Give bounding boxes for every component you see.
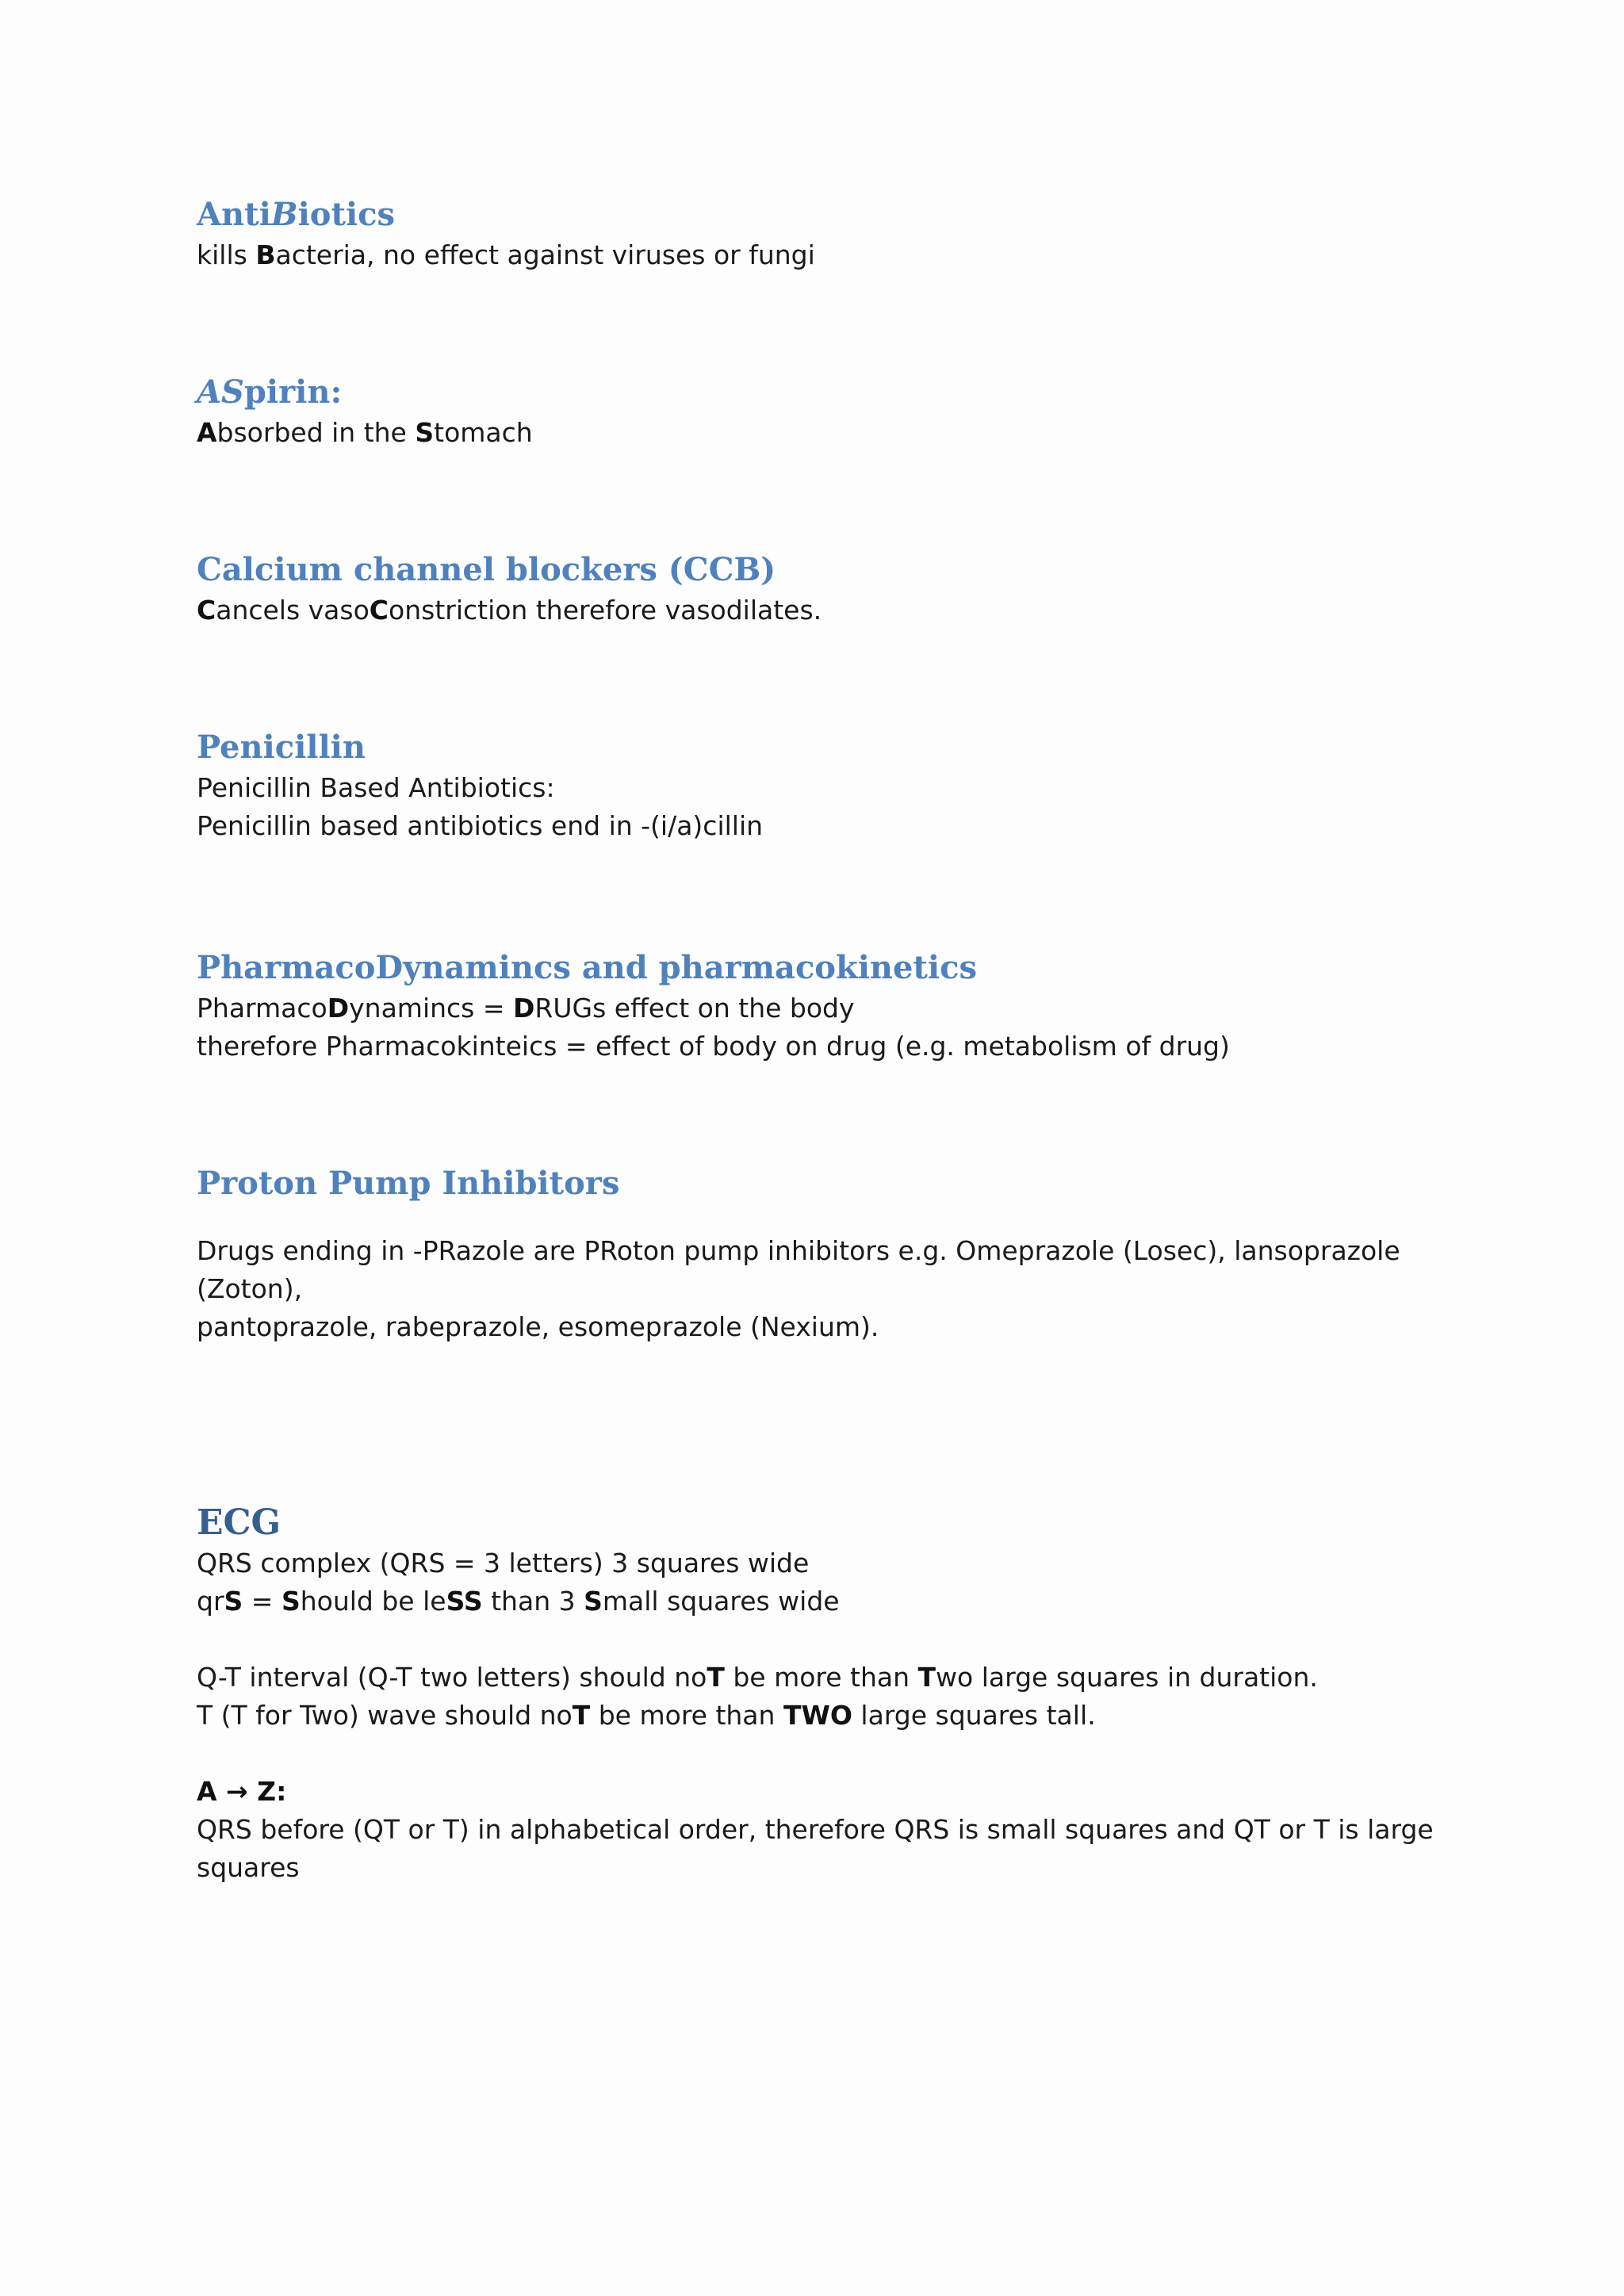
heading-aspirin: ASpirin: (197, 373, 343, 411)
penicillin-line-1: Penicillin Based Antibiotics: (197, 772, 555, 803)
section-ecg (197, 1502, 1497, 1887)
heading-ccb: Calcium channel blockers (CCB) (197, 551, 776, 588)
heading-penicillin: Penicillin (197, 729, 366, 766)
section-ppi (197, 1162, 1497, 1346)
heading-ppi: Proton Pump Inhibitors (197, 1165, 620, 1202)
antibiotics-line: kills Bacteria, no effect against viruses or fungi (197, 239, 815, 270)
pharmacodynamics-line-1: PharmacoDynamincs = DRUGs effect on the body (197, 993, 855, 1024)
ppi-line-1: Drugs ending in -PRazole are PRoton pump inhibitors e.g. Omeprazole (Losec), lansoprazole (Zoton), (197, 1235, 1409, 1304)
ccb-line: Cancels vasoConstriction therefore vasodilates. (197, 595, 822, 626)
section-pharmacodynamics (197, 947, 1497, 1066)
heading-pharmacodynamics: PharmacoDynamincs and pharmacokinetics (197, 949, 977, 986)
section-antibiotics (197, 193, 1497, 274)
section-penicillin (197, 726, 1497, 845)
pharmacodynamics-line-2: therefore Pharmacokinteics = effect of body on drug (e.g. metabolism of drug) (197, 1031, 1230, 1062)
section-aspirin (197, 371, 1497, 452)
ecg-subheading-a-to-z: A → Z: (197, 1776, 287, 1807)
section-ccb (197, 549, 1497, 629)
ppi-line-2: pantoprazole, rabeprazole, esomeprazole (Nexium). (197, 1311, 879, 1342)
ecg-line-2: qrS = Should be leSS than 3 Small squares wide (197, 1586, 840, 1617)
ecg-line-5: QRS before (QT or T) in alphabetical order, therefore QRS is small squares and QT or T is large (197, 1814, 1434, 1845)
ecg-line-3: Q-T interval (Q-T two letters) should noT be more than Two large squares in duration. (197, 1662, 1318, 1693)
heading-antibiotics: AntiBiotics (197, 196, 396, 233)
ecg-line-6: squares (197, 1852, 300, 1883)
ecg-line-1: QRS complex (QRS = 3 letters) 3 squares wide (197, 1548, 810, 1578)
ecg-line-4: T (T for Two) wave should noT be more than TWO large squares tall. (197, 1700, 1096, 1731)
heading-ecg: ECG (197, 1502, 282, 1543)
penicillin-line-2: Penicillin based antibiotics end in -(i/a)cillin (197, 810, 764, 841)
aspirin-line: Absorbed in the Stomach (197, 417, 533, 448)
